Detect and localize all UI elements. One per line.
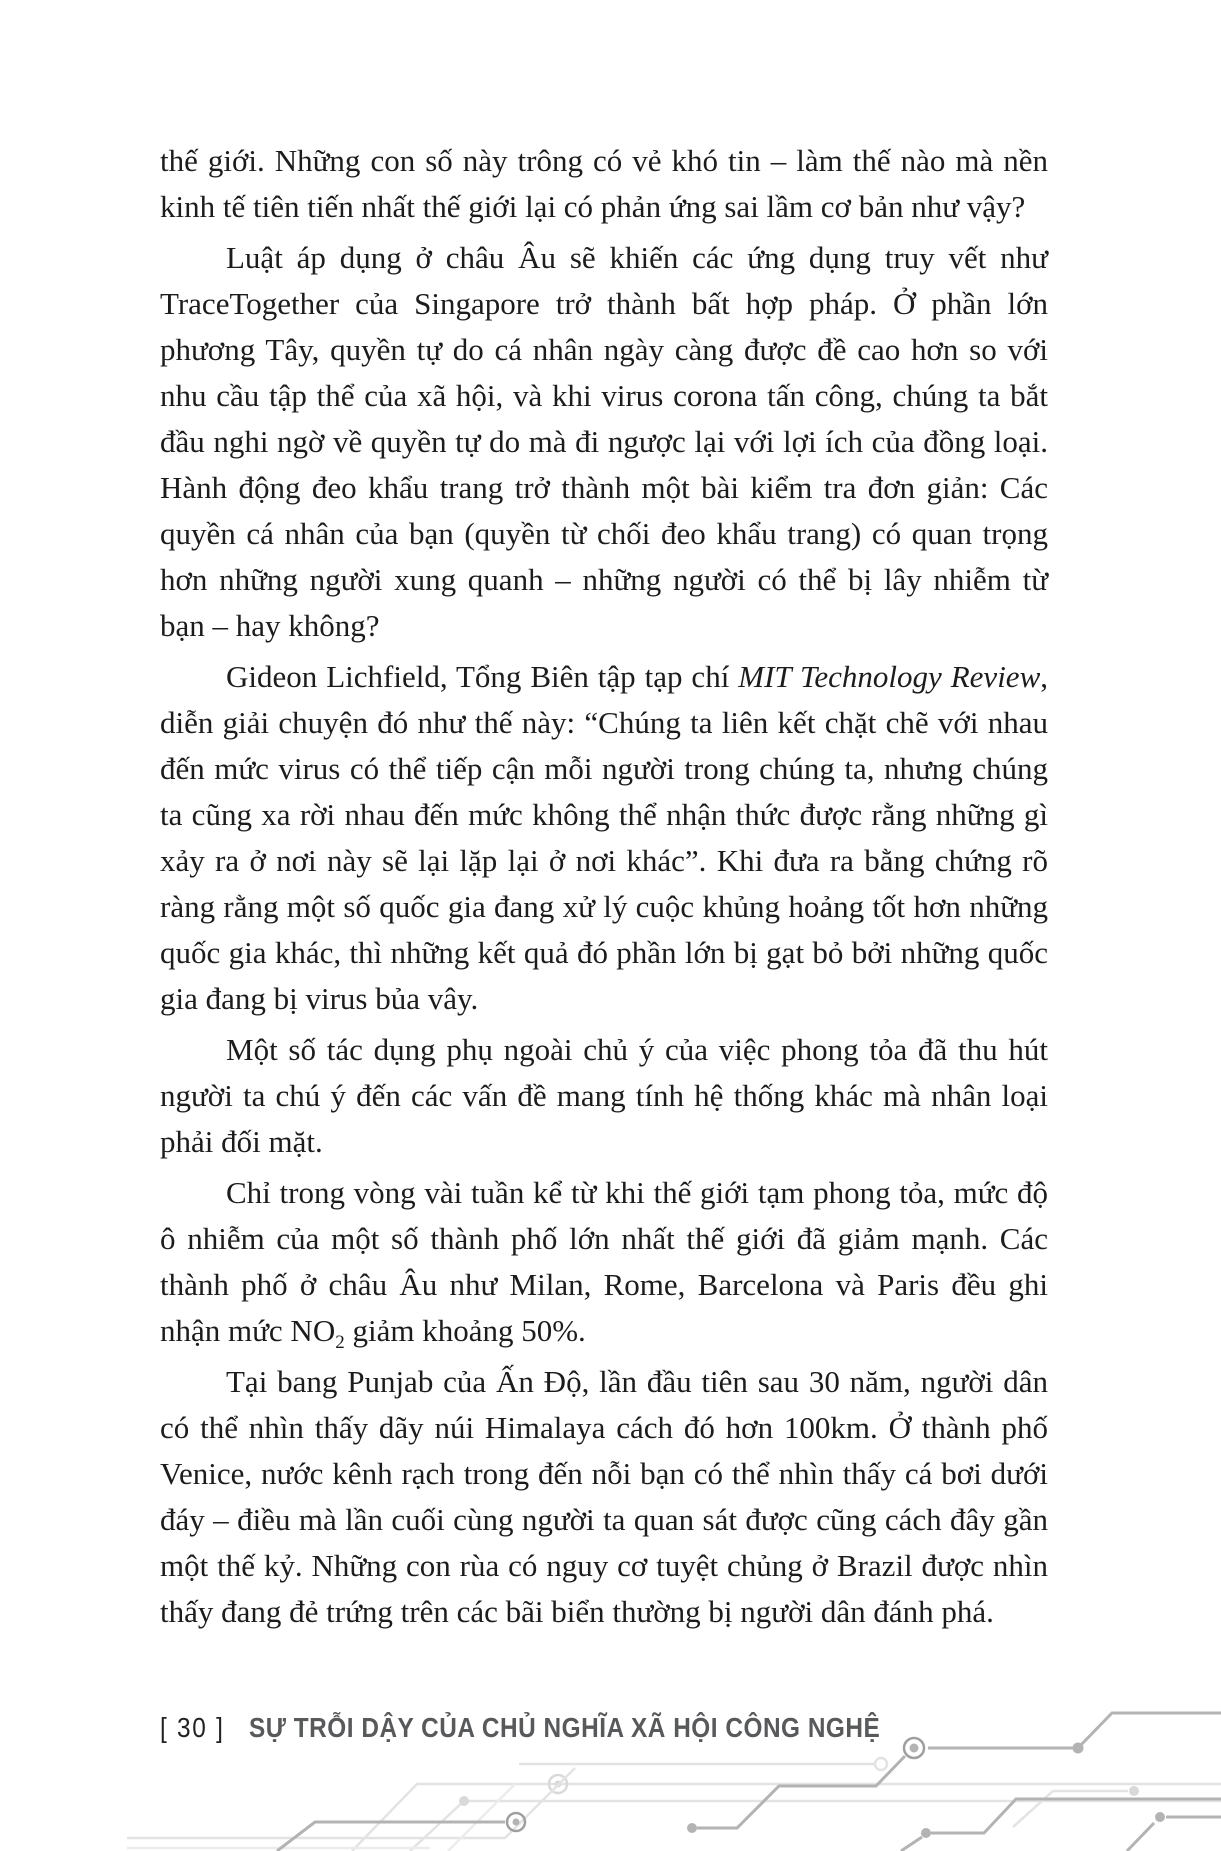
running-title: SỰ TRỖI DẬY CỦA CHỦ NGHĨA XÃ HỘI CÔNG NGHỆ [248, 1712, 881, 1743]
circuit-trace [697, 1756, 905, 1828]
text-run: Chỉ trong vòng vài tuần kể từ khi thế giới tạm phong tỏa, mức độ ô nhiễm của một số thành phố lớn nhất thế giới đã giảm mạnh. Các thành phố ở châu Âu như Milan, Rome, Barcelona và Paris đều ghi nhận mức NO [160, 1175, 1048, 1348]
text-run: , diễn giải chuyện đó như thế này: “Chúng ta liên kết chặt chẽ với nhau đến mức virus có thể tiếp cận mỗi người trong chúng ta, nhưng chúng ta cũng xa rời nhau đến mức không thể nhận thức được rằng những gì xảy ra ở nơi này sẽ lại lặp lại ở nơi khác”. Khi đưa ra bằng chứng rõ ràng rằng một số quốc gia đang xử lý cuộc khủng hoảng tốt hơn những quốc gia khác, thì những kết quả đó phần lớn bị gạt bỏ bởi những quốc gia đang bị virus bủa vây. [160, 659, 1048, 1016]
text-run: MIT Technology Review [738, 659, 1041, 694]
circuit-trace [1013, 1791, 1128, 1827]
node-dot [1129, 1786, 1139, 1796]
circuit-trace [901, 1837, 922, 1851]
text-run: Tại bang Punjab của Ấn Độ, lần đầu tiên sau 30 năm, người dân có thể nhìn thấy dãy núi Himalaya cách đó hơn 100km. Ở thành phố Venice, nước kênh rạch trong đến nỗi bạn có thể nhìn thấy cá bơi dưới đáy – điều mà lần cuối cùng người ta quan sát được cũng cách đây gần một thế kỷ. Những con rùa có nguy cơ tuyệt chủng ở Brazil được nhìn thấy đang đẻ trứng trên các bãi biển thường bị người dân đánh phá. [160, 1364, 1048, 1629]
node-dot [1155, 1812, 1165, 1822]
circuit-trace [448, 1783, 516, 1851]
text-run: 2 [335, 1332, 345, 1353]
paragraph [160, 1359, 1048, 1635]
paragraph [160, 654, 1048, 1022]
paragraph [160, 1170, 1048, 1354]
circuit-trace [277, 1822, 505, 1851]
page-number: [ 30 ] [160, 1712, 225, 1743]
circuit-trace [928, 1713, 1221, 1748]
node-open-circle [875, 1758, 887, 1770]
node-dot [910, 1744, 919, 1753]
text-run: Luật áp dụng ở châu Âu sẽ khiến các ứng dụng truy vết như TraceTogether của Singapore trở thành bất hợp pháp. Ở phần lớn phương Tây, quyền tự do cá nhân ngày càng được đề cao hơn so với nhu cầu tập thể của xã hội, và khi virus corona tấn công, chúng ta bắt đầu nghi ngờ về quyền tự do mà đi ngược lại với lợi ích của đồng loại. Hành động đeo khẩu trang trở thành một bài kiểm tra đơn giản: Các quyền cá nhân của bạn (quyền từ chối đeo khẩu trang) có quan trọng hơn những người xung quanh – những người có thể bị lây nhiễm từ bạn – hay không? [160, 240, 1048, 643]
node-dot [687, 1823, 697, 1833]
body-text [160, 138, 1048, 1635]
paragraph [160, 235, 1048, 649]
text-run: Gideon Lichfield, Tổng Biên tập tạp chí [226, 659, 739, 694]
paragraph [160, 1027, 1048, 1165]
circuit-pattern-decoration [0, 1690, 1221, 1851]
node-dot [921, 1828, 931, 1838]
text-run: thế giới. Những con số này trông có vẻ khó tin – làm thế nào mà nền kinh tế tiên tiến nhất thế giới lại có phản ứng sai lầm cơ bản như vậy? [160, 143, 1048, 224]
node-dot [459, 1796, 469, 1806]
circuit-svg [0, 1690, 1221, 1851]
circuit-trace [410, 1801, 1221, 1851]
node-dot [513, 1819, 520, 1826]
paragraph [160, 138, 1048, 230]
text-run: Một số tác dụng phụ ngoài chủ ý của việc phong tỏa đã thu hút người ta chú ý đến các vấn đề mang tính hệ thống khác mà nhân loại phải đối mặt. [160, 1032, 1048, 1159]
circuit-trace [1127, 1823, 1154, 1851]
node-dot [1073, 1743, 1084, 1754]
text-run: giảm khoảng 50%. [344, 1313, 586, 1348]
